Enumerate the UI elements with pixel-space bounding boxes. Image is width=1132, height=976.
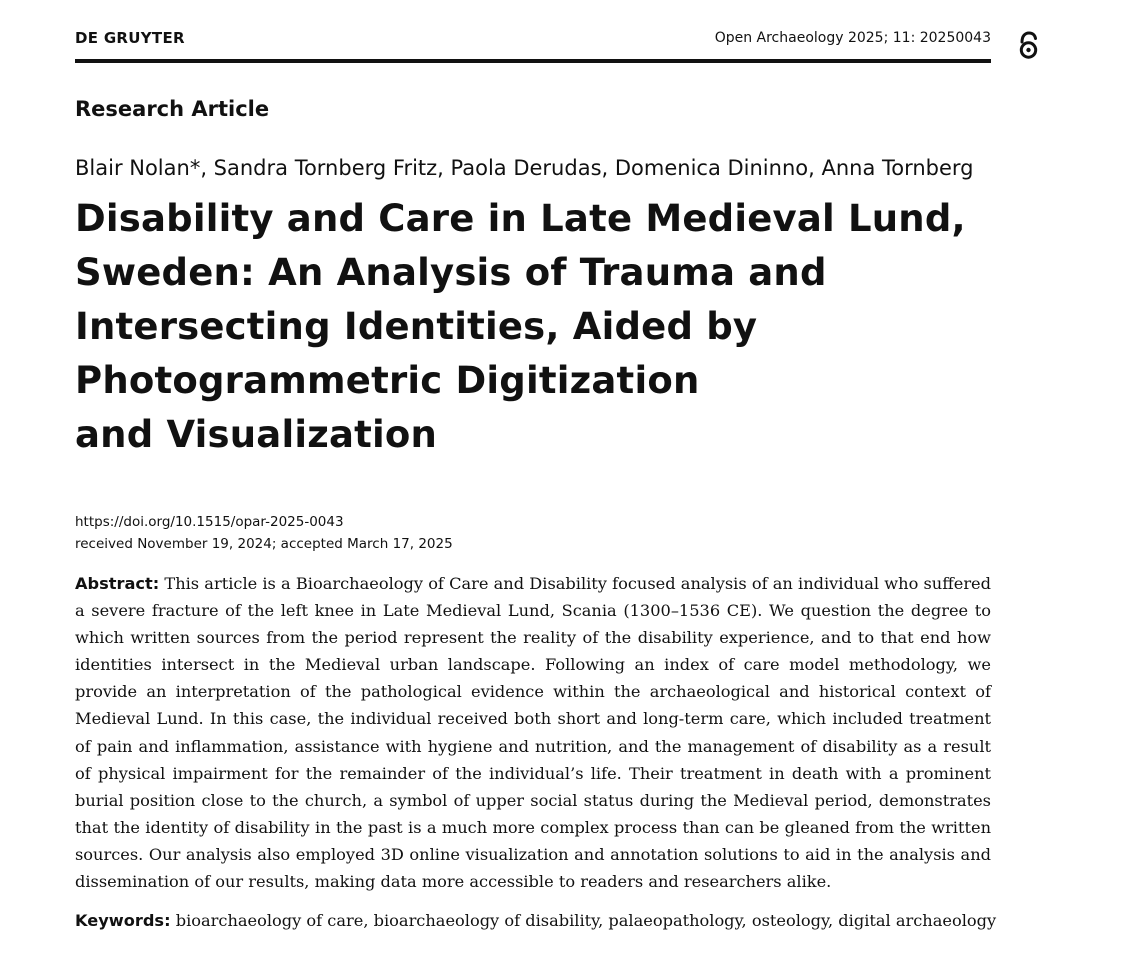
abstract <box>75 570 991 895</box>
article-title <box>75 192 1005 462</box>
received-accepted-dates: received November 19, 2024; accepted March 17, 2025 <box>75 536 453 552</box>
publisher-name: DE GRUYTER <box>75 29 185 47</box>
title-line: Photogrammetric Digitization <box>75 359 700 402</box>
keywords-text: bioarchaeology of care, bioarchaeology of disability, palaeopathology, osteology, digital archaeology <box>175 911 997 930</box>
open-access-icon <box>1015 29 1041 61</box>
author-list: Blair Nolan*, Sandra Tornberg Fritz, Paola Derudas, Domenica Dininno, Anna Tornberg <box>75 156 974 180</box>
doi-link[interactable]: https://doi.org/10.1515/opar-2025-0043 <box>75 514 344 530</box>
abstract-text: This article is a Bioarchaeology of Care and Disability focused analysis of an individual who suffered a severe fracture of the left knee in Late Medieval Lund, Scania (1300–1536 CE). We question the degree to which written sources from the period represent the reality of the disability experience, and to that end how identities intersect in the Medieval urban landscape. Following an index of care model methodology, we provide an interpretation of the pathological evidence within the archaeological and historical context of Medieval Lund. In this case, the individual received both short and long-term care, which included treatment of pain and inflammation, assistance with hygiene and nutrition, and the management of disability as a result of physical impairment for the remainder of the individual’s life. Their treatment in death with a prominent burial position close to the church, a symbol of upper social status during the Medieval period, demonstrates that the identity of disability in the past is a much more complex process than can be gleaned from the written sources. Our analysis also employed 3D online visualization and annotation solutions to aid in the analysis and dissemination of our results, making data more accessible to readers and researchers alike. <box>75 574 991 892</box>
title-line: Disability and Care in Late Medieval Lund, <box>75 197 966 240</box>
article-metadata <box>75 511 453 555</box>
title-line: Intersecting Identities, Aided by <box>75 305 758 348</box>
article-type: Research Article <box>75 97 270 121</box>
keywords-label: Keywords: <box>75 911 171 930</box>
title-line: and Visualization <box>75 413 438 456</box>
keywords <box>75 907 1005 934</box>
abstract-label: Abstract: <box>75 574 160 593</box>
title-line: Sweden: An Analysis of Trauma and <box>75 251 827 294</box>
header-divider <box>75 59 991 63</box>
journal-reference: Open Archaeology 2025; 11: 20250043 <box>714 30 991 46</box>
